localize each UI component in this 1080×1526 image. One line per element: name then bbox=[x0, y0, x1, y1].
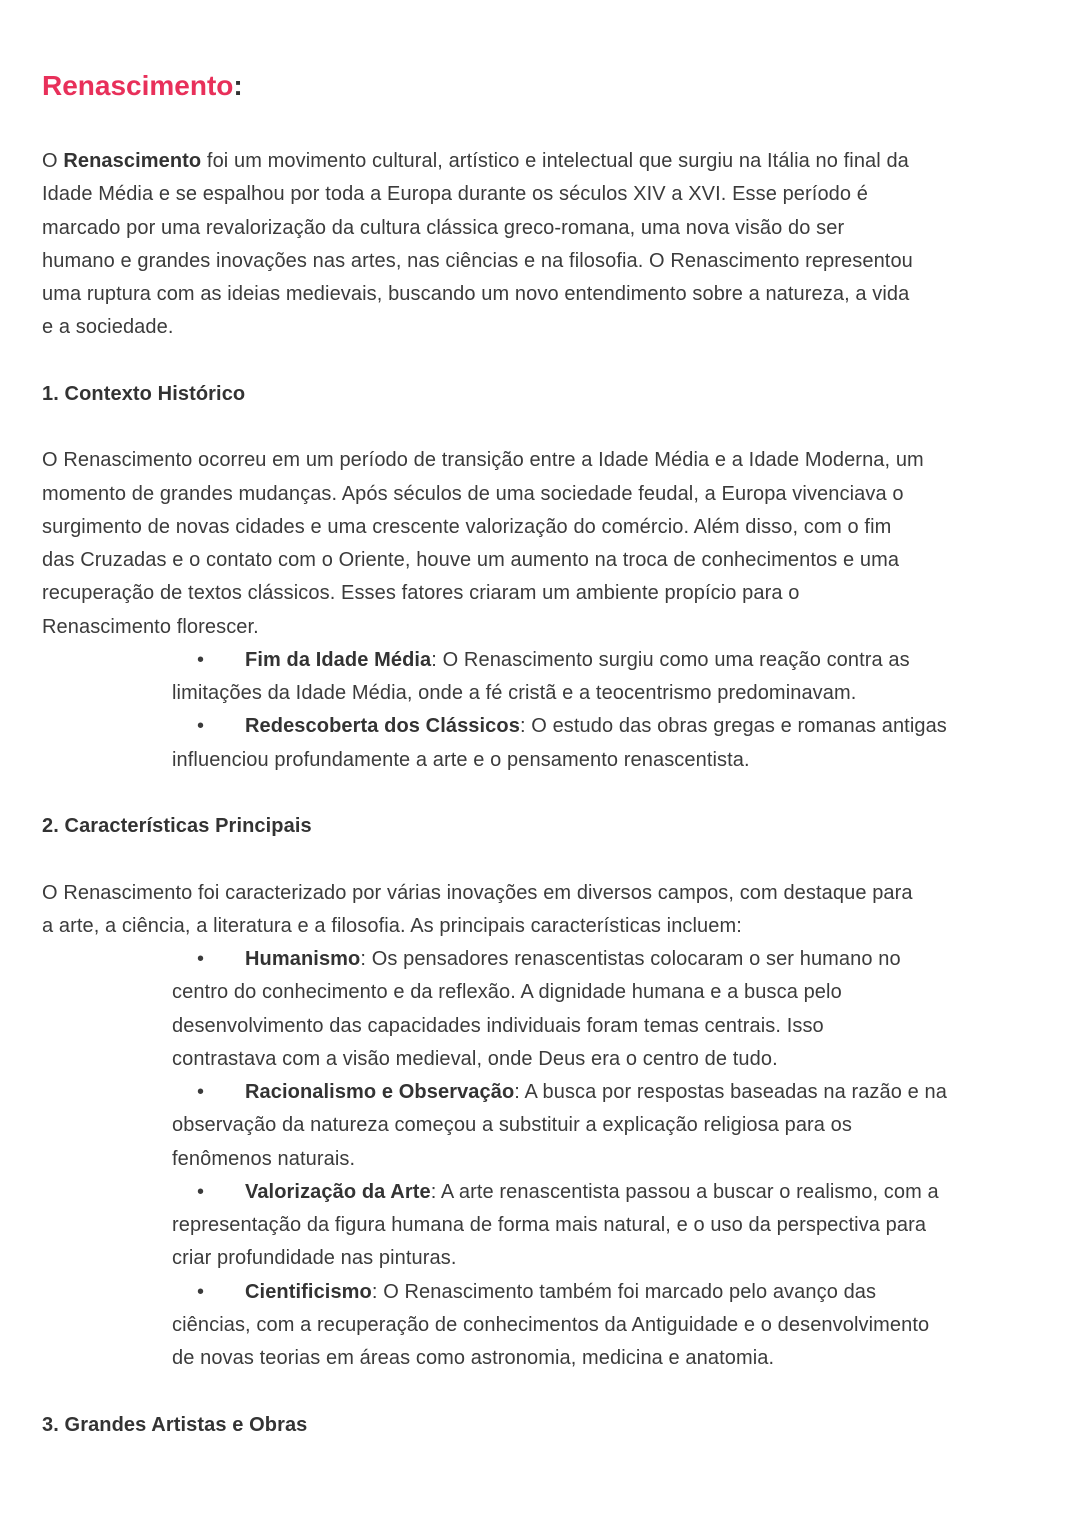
bullet-icon: • bbox=[197, 715, 205, 738]
blank-line bbox=[42, 843, 1052, 876]
paragraph-line: Renascimento florescer. bbox=[42, 615, 259, 638]
paragraph-line: a arte, a ciência, a literatura e a filosofia. As principais características incluem: bbox=[42, 914, 742, 937]
paragraph-line: O Renascimento ocorreu em um período de transição entre a Idade Média e a Idade Moderna, um bbox=[42, 449, 924, 472]
paragraph-line: uma ruptura com as ideias medievais, buscando um novo entendimento sobre a natureza, a vida bbox=[42, 283, 910, 305]
list-item-line: representação da figura humana de forma mais natural, e o uso da perspectiva para bbox=[172, 1214, 927, 1236]
list-item-line: de novas teorias em áreas como astronomia, medicina e anatomia. bbox=[172, 1347, 775, 1369]
list-item-text bbox=[172, 1181, 939, 1203]
blank-line bbox=[42, 1375, 1052, 1408]
list-item bbox=[42, 1176, 1052, 1276]
list-item bbox=[42, 943, 1052, 1076]
blank-line bbox=[42, 345, 1052, 378]
list-item bbox=[42, 710, 1052, 777]
list-item-line bbox=[42, 1276, 1052, 1309]
list-item-description: : A arte renascentista passou a buscar o realismo, com a bbox=[430, 1180, 939, 1203]
bullet-icon: • bbox=[197, 948, 205, 970]
list-item-text bbox=[172, 1281, 876, 1303]
list-item-line: contrastava com a visão medieval, onde Deus era o centro de tudo. bbox=[172, 1047, 778, 1070]
paragraph bbox=[42, 444, 1052, 644]
list-item-line bbox=[42, 710, 1052, 743]
list-item-label: Cientificismo bbox=[245, 1280, 372, 1303]
blank-line bbox=[42, 411, 1052, 444]
section-heading: 3. Grandes Artistas e Obras bbox=[42, 1413, 308, 1436]
list-item-label: Fim da Idade Média bbox=[245, 648, 432, 671]
list-item-line: fenômenos naturais. bbox=[172, 1147, 356, 1170]
title-text: Renascimento bbox=[42, 70, 234, 101]
paragraph-line: surgimento de novas cidades e uma crescente valorização do comércio. Além disso, com o fim bbox=[42, 515, 892, 538]
bullet-icon: • bbox=[197, 1081, 205, 1103]
paragraph-line: das Cruzadas e o contato com o Oriente, houve um aumento na troca de conhecimentos e uma bbox=[42, 549, 900, 571]
list-item-description: : O estudo das obras gregas e romanas antigas bbox=[519, 715, 947, 738]
list-item-label: Humanismo bbox=[245, 948, 361, 970]
list-item-line bbox=[42, 644, 1052, 677]
list-item-label: Redescoberta dos Clássicos bbox=[245, 715, 520, 738]
list-item-description: : A busca por respostas baseadas na razão e na bbox=[514, 1081, 947, 1103]
text-segment: foi um movimento cultural, artístico e intelectual que surgiu na Itália no final da bbox=[201, 150, 909, 172]
paragraph-line bbox=[42, 145, 1052, 178]
list-item-line: centro do conhecimento e da reflexão. A dignidade humana e a busca pelo bbox=[172, 981, 842, 1004]
paragraph-line: Idade Média e se espalhou por toda a Europa durante os séculos XIV a XVI. Esse período é bbox=[42, 183, 868, 206]
list-item-text bbox=[172, 948, 901, 970]
list-item-description: : O Renascimento também foi marcado pelo avanço das bbox=[371, 1280, 877, 1303]
list-item-description: : O Renascimento surgiu como uma reação contra as bbox=[431, 648, 910, 671]
paragraph-line: momento de grandes mudanças. Após séculos de uma sociedade feudal, a Europa vivenciava o bbox=[42, 482, 904, 505]
paragraph-line: marcado por uma revalorização da cultura clássica greco-romana, uma nova visão do ser bbox=[42, 216, 845, 239]
list-item-description: : Os pensadores renascentistas colocaram o ser humano no bbox=[360, 948, 901, 970]
bold-term: Renascimento bbox=[63, 150, 202, 172]
blank-line bbox=[42, 1442, 1052, 1475]
paragraph-line: e a sociedade. bbox=[42, 316, 174, 339]
list-item-line: ciências, com a recuperação de conhecimentos da Antiguidade e o desenvolvimento bbox=[172, 1313, 930, 1336]
document-body bbox=[42, 145, 1052, 1475]
list-item-text bbox=[172, 649, 910, 671]
page-title bbox=[42, 70, 243, 102]
list-item bbox=[42, 1276, 1052, 1376]
list-item-text bbox=[172, 1081, 947, 1103]
list-item bbox=[42, 1076, 1052, 1176]
list-item-label: Racionalismo e Observação bbox=[245, 1081, 515, 1103]
bullet-icon: • bbox=[197, 1180, 205, 1203]
blank-line bbox=[42, 777, 1052, 810]
list-item-line bbox=[42, 943, 1052, 976]
list-item-line bbox=[42, 1076, 1052, 1109]
section-heading: 1. Contexto Histórico bbox=[42, 382, 246, 405]
title-colon: : bbox=[233, 70, 243, 101]
list-item-line: influenciou profundamente a arte e o pensamento renascentista. bbox=[172, 748, 750, 771]
list-item-line: observação da natureza começou a substituir a explicação religiosa para os bbox=[172, 1114, 853, 1137]
list-item-line: limitações da Idade Média, onde a fé cristã e a teocentrismo predominavam. bbox=[172, 682, 857, 704]
list-item-label: Valorização da Arte bbox=[245, 1180, 431, 1203]
paragraph-line: O Renascimento foi caracterizado por várias inovações em diversos campos, com destaque para bbox=[42, 881, 913, 904]
list-item-line: criar profundidade nas pinturas. bbox=[172, 1247, 457, 1270]
bullet-icon: • bbox=[197, 648, 205, 671]
paragraph-line: humano e grandes inovações nas artes, nas ciências e na filosofia. O Renascimento representou bbox=[42, 249, 913, 272]
bullet-icon: • bbox=[197, 1280, 205, 1303]
paragraph bbox=[42, 145, 1052, 345]
list-item bbox=[42, 644, 1052, 711]
section-heading: 2. Características Principais bbox=[42, 815, 312, 837]
list-item-line: desenvolvimento das capacidades individuais foram temas centrais. Isso bbox=[172, 1014, 824, 1037]
paragraph-line: recuperação de textos clássicos. Esses fatores criaram um ambiente propício para o bbox=[42, 582, 800, 605]
list-item-text bbox=[172, 715, 947, 737]
paragraph bbox=[42, 877, 1052, 944]
text-segment: O bbox=[42, 150, 64, 172]
list-item-line bbox=[42, 1176, 1052, 1209]
